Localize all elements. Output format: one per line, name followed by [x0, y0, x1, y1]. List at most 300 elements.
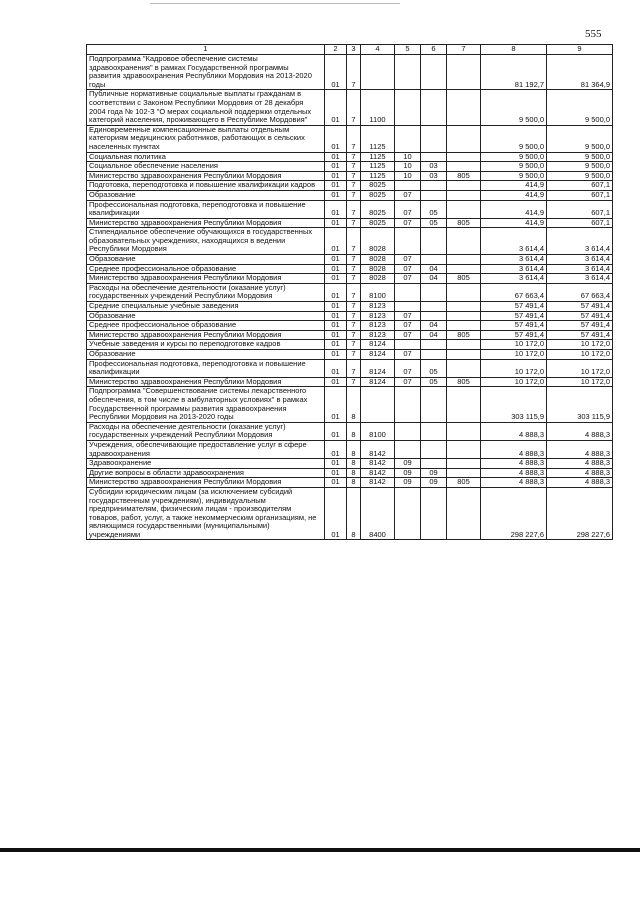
- row-value-cell: 8025: [361, 181, 395, 191]
- row-value-cell: [421, 340, 447, 350]
- row-value-cell: 10: [395, 171, 421, 181]
- row-value-cell: 7: [347, 330, 361, 340]
- row-value-cell: [447, 255, 481, 265]
- row-value-cell: 8100: [361, 283, 395, 301]
- row-value-cell: 4 888,3: [481, 440, 547, 458]
- row-value-cell: 7: [347, 377, 361, 387]
- row-name-cell: Министерство здравоохранения Республики Мордовия: [87, 330, 325, 340]
- row-value-cell: [447, 359, 481, 377]
- row-value-cell: 81 192,7: [481, 55, 547, 90]
- budget-table: [86, 44, 613, 540]
- row-name-cell: Учреждения, обеспечивающие предоставление услуг в сфере здравоохранения: [87, 440, 325, 458]
- row-value-cell: 8100: [361, 422, 395, 440]
- row-value-cell: 07: [395, 377, 421, 387]
- row-value-cell: [447, 190, 481, 200]
- row-value-cell: [421, 440, 447, 458]
- row-value-cell: 07: [395, 274, 421, 284]
- row-value-cell: [447, 340, 481, 350]
- row-value-cell: 9 500,0: [481, 152, 547, 162]
- row-value-cell: [395, 55, 421, 90]
- row-value-cell: 8025: [361, 200, 395, 218]
- row-value-cell: 01: [325, 181, 347, 191]
- row-name-cell: Расходы на обеспечение деятельности (оказание услуг) государственных учреждений Республики Мордовия: [87, 422, 325, 440]
- row-name-cell: Социальная политика: [87, 152, 325, 162]
- row-value-cell: 8025: [361, 190, 395, 200]
- row-value-cell: 01: [325, 255, 347, 265]
- row-value-cell: 8142: [361, 440, 395, 458]
- row-value-cell: 09: [395, 468, 421, 478]
- row-value-cell: 805: [447, 478, 481, 488]
- row-name-cell: Министерство здравоохранения Республики Мордовия: [87, 478, 325, 488]
- row-value-cell: 9 500,0: [547, 125, 613, 152]
- row-value-cell: 01: [325, 359, 347, 377]
- row-value-cell: 04: [421, 274, 447, 284]
- row-value-cell: 9 500,0: [547, 90, 613, 125]
- row-value-cell: 8123: [361, 321, 395, 331]
- row-value-cell: [447, 302, 481, 312]
- row-value-cell: [395, 228, 421, 255]
- table-row: [87, 181, 613, 191]
- table-row: [87, 125, 613, 152]
- row-name-cell: Единовременные компенсационные выплаты отдельным категориям медицинских работников, работающих в сельских населенных пунктах: [87, 125, 325, 152]
- row-value-cell: 7: [347, 218, 361, 228]
- row-value-cell: 3 614,4: [481, 228, 547, 255]
- row-name-cell: Социальное обеспечение населения: [87, 162, 325, 172]
- table-row: [87, 422, 613, 440]
- row-value-cell: 67 663,4: [547, 283, 613, 301]
- row-value-cell: 805: [447, 377, 481, 387]
- row-value-cell: 01: [325, 171, 347, 181]
- row-value-cell: 4 888,3: [547, 459, 613, 469]
- row-value-cell: 7: [347, 340, 361, 350]
- row-value-cell: [421, 181, 447, 191]
- row-value-cell: 01: [325, 440, 347, 458]
- row-name-cell: Образование: [87, 311, 325, 321]
- row-value-cell: 01: [325, 377, 347, 387]
- row-value-cell: 01: [325, 302, 347, 312]
- row-value-cell: 7: [347, 90, 361, 125]
- row-value-cell: 7: [347, 171, 361, 181]
- row-name-cell: Средние специальные учебные заведения: [87, 302, 325, 312]
- row-name-cell: Профессиональная подготовка, переподготовка и повышение квалификации: [87, 359, 325, 377]
- row-value-cell: 01: [325, 321, 347, 331]
- row-value-cell: 8: [347, 468, 361, 478]
- row-value-cell: [395, 387, 421, 422]
- column-header: 8: [481, 45, 547, 55]
- row-value-cell: 05: [421, 200, 447, 218]
- row-value-cell: 303 115,9: [481, 387, 547, 422]
- row-value-cell: 7: [347, 283, 361, 301]
- table-row: [87, 459, 613, 469]
- row-value-cell: 7: [347, 255, 361, 265]
- row-value-cell: [421, 459, 447, 469]
- row-value-cell: [447, 350, 481, 360]
- row-value-cell: 05: [421, 218, 447, 228]
- table-row: [87, 387, 613, 422]
- row-value-cell: 09: [421, 478, 447, 488]
- row-value-cell: 4 888,3: [481, 478, 547, 488]
- row-value-cell: [447, 162, 481, 172]
- row-name-cell: Здравоохранение: [87, 459, 325, 469]
- row-value-cell: 9 500,0: [547, 162, 613, 172]
- row-value-cell: 607,1: [547, 190, 613, 200]
- row-value-cell: 01: [325, 340, 347, 350]
- row-value-cell: 7: [347, 152, 361, 162]
- row-value-cell: [447, 152, 481, 162]
- row-value-cell: 8124: [361, 340, 395, 350]
- column-header: 7: [447, 45, 481, 55]
- row-value-cell: 07: [395, 218, 421, 228]
- row-value-cell: [395, 487, 421, 540]
- row-value-cell: 01: [325, 200, 347, 218]
- row-name-cell: Среднее профессиональное образование: [87, 321, 325, 331]
- row-value-cell: 4 888,3: [547, 478, 613, 488]
- row-value-cell: 8: [347, 440, 361, 458]
- scan-bottom-edge: [0, 848, 640, 852]
- row-value-cell: 8142: [361, 468, 395, 478]
- row-name-cell: Стипендиальное обеспечение обучающихся в государственных образовательных учреждениях, находящихся в ведении Республики Мордовия: [87, 228, 325, 255]
- row-value-cell: [395, 302, 421, 312]
- row-value-cell: 1125: [361, 125, 395, 152]
- table-row: [87, 255, 613, 265]
- row-value-cell: 07: [395, 264, 421, 274]
- row-name-cell: Министерство здравоохранения Республики Мордовия: [87, 274, 325, 284]
- row-name-cell: Подготовка, переподготовка и повышение квалификации кадров: [87, 181, 325, 191]
- row-value-cell: [395, 422, 421, 440]
- row-value-cell: 07: [395, 330, 421, 340]
- row-value-cell: 57 491,4: [481, 330, 547, 340]
- row-value-cell: 07: [395, 190, 421, 200]
- row-value-cell: 9 500,0: [547, 171, 613, 181]
- row-value-cell: 4 888,3: [481, 468, 547, 478]
- table-row: [87, 440, 613, 458]
- row-value-cell: 4 888,3: [481, 422, 547, 440]
- row-value-cell: 10 172,0: [547, 350, 613, 360]
- row-value-cell: 07: [395, 255, 421, 265]
- row-value-cell: 9 500,0: [481, 125, 547, 152]
- row-value-cell: 57 491,4: [547, 302, 613, 312]
- row-value-cell: [395, 440, 421, 458]
- row-value-cell: 8400: [361, 487, 395, 540]
- row-value-cell: 414,9: [481, 200, 547, 218]
- row-value-cell: 01: [325, 228, 347, 255]
- row-value-cell: 01: [325, 90, 347, 125]
- row-value-cell: 805: [447, 274, 481, 284]
- row-value-cell: 10 172,0: [481, 340, 547, 350]
- row-value-cell: 10 172,0: [547, 340, 613, 350]
- row-value-cell: 805: [447, 171, 481, 181]
- row-value-cell: [395, 125, 421, 152]
- row-name-cell: Образование: [87, 350, 325, 360]
- row-value-cell: 298 227,6: [481, 487, 547, 540]
- row-value-cell: 04: [421, 330, 447, 340]
- row-value-cell: [447, 125, 481, 152]
- row-value-cell: 67 663,4: [481, 283, 547, 301]
- row-value-cell: 01: [325, 330, 347, 340]
- column-header: 2: [325, 45, 347, 55]
- row-value-cell: 01: [325, 350, 347, 360]
- row-value-cell: [447, 55, 481, 90]
- row-value-cell: 8124: [361, 359, 395, 377]
- column-header: 4: [361, 45, 395, 55]
- column-header: 3: [347, 45, 361, 55]
- row-value-cell: [421, 228, 447, 255]
- row-value-cell: 01: [325, 283, 347, 301]
- row-name-cell: Профессиональная подготовка, переподготовка и повышение квалификации: [87, 200, 325, 218]
- row-value-cell: 07: [395, 311, 421, 321]
- row-value-cell: 05: [421, 377, 447, 387]
- row-value-cell: 607,1: [547, 218, 613, 228]
- row-value-cell: 3 614,4: [481, 255, 547, 265]
- row-value-cell: 01: [325, 125, 347, 152]
- row-value-cell: 303 115,9: [547, 387, 613, 422]
- table-row: [87, 55, 613, 90]
- row-value-cell: 1100: [361, 90, 395, 125]
- column-header: 5: [395, 45, 421, 55]
- table-row: [87, 350, 613, 360]
- row-value-cell: 57 491,4: [481, 321, 547, 331]
- row-value-cell: 7: [347, 359, 361, 377]
- row-value-cell: 10 172,0: [481, 359, 547, 377]
- row-value-cell: 298 227,6: [547, 487, 613, 540]
- row-value-cell: 3 614,4: [547, 228, 613, 255]
- row-value-cell: 805: [447, 218, 481, 228]
- row-value-cell: [421, 387, 447, 422]
- row-value-cell: 8142: [361, 478, 395, 488]
- row-value-cell: 7: [347, 228, 361, 255]
- row-value-cell: 10 172,0: [481, 377, 547, 387]
- row-value-cell: 607,1: [547, 200, 613, 218]
- row-value-cell: 4 888,3: [547, 422, 613, 440]
- row-value-cell: [421, 125, 447, 152]
- row-value-cell: 8028: [361, 228, 395, 255]
- row-value-cell: 8: [347, 487, 361, 540]
- row-value-cell: [361, 55, 395, 90]
- row-value-cell: 8123: [361, 302, 395, 312]
- row-value-cell: 3 614,4: [547, 264, 613, 274]
- row-value-cell: 1125: [361, 162, 395, 172]
- row-value-cell: 414,9: [481, 181, 547, 191]
- table-row: [87, 359, 613, 377]
- row-value-cell: 04: [421, 321, 447, 331]
- row-value-cell: 07: [395, 321, 421, 331]
- row-name-cell: Образование: [87, 190, 325, 200]
- row-value-cell: [447, 387, 481, 422]
- row-value-cell: [421, 487, 447, 540]
- row-value-cell: 01: [325, 190, 347, 200]
- row-value-cell: 7: [347, 302, 361, 312]
- row-value-cell: 07: [395, 359, 421, 377]
- row-value-cell: 3 614,4: [481, 274, 547, 284]
- row-value-cell: 4 888,3: [481, 459, 547, 469]
- row-value-cell: 09: [395, 478, 421, 488]
- row-value-cell: 4 888,3: [547, 440, 613, 458]
- row-value-cell: 805: [447, 330, 481, 340]
- row-value-cell: 01: [325, 264, 347, 274]
- row-name-cell: Среднее профессиональное образование: [87, 264, 325, 274]
- column-header: 6: [421, 45, 447, 55]
- row-name-cell: Подпрограмма "Совершенствование системы лекарственного обеспечения, в том числе в амбулаторных условиях" в рамках Государственной программы развития здравоохранения Республики Мордовия на 2013-2020 годы: [87, 387, 325, 422]
- column-header: 1: [87, 45, 325, 55]
- row-value-cell: 10: [395, 162, 421, 172]
- row-value-cell: 03: [421, 171, 447, 181]
- row-value-cell: 8028: [361, 274, 395, 284]
- row-value-cell: 57 491,4: [481, 302, 547, 312]
- row-value-cell: 01: [325, 55, 347, 90]
- row-name-cell: Министерство здравоохранения Республики Мордовия: [87, 218, 325, 228]
- row-value-cell: 3 614,4: [547, 274, 613, 284]
- row-value-cell: 4 888,3: [547, 468, 613, 478]
- row-value-cell: 01: [325, 218, 347, 228]
- table-row: [87, 228, 613, 255]
- row-value-cell: 01: [325, 311, 347, 321]
- row-value-cell: 7: [347, 321, 361, 331]
- row-value-cell: 9 500,0: [481, 90, 547, 125]
- row-value-cell: 8123: [361, 330, 395, 340]
- column-header: 9: [547, 45, 613, 55]
- page-number: 555: [585, 28, 602, 40]
- row-value-cell: 01: [325, 459, 347, 469]
- row-value-cell: 3 614,4: [481, 264, 547, 274]
- row-name-cell: Субсидии юридическим лицам (за исключением субсидий государственным учреждениям), индивидуальным предпринимателям, физическим лицам - производителям товаров, работ, услуг, а также некоммерческим организациям, не являющимся государственными (муниципальными) учреждениями: [87, 487, 325, 540]
- row-value-cell: [447, 283, 481, 301]
- row-value-cell: [447, 181, 481, 191]
- row-value-cell: [447, 440, 481, 458]
- row-value-cell: 01: [325, 162, 347, 172]
- row-value-cell: [421, 283, 447, 301]
- row-value-cell: 9 500,0: [481, 162, 547, 172]
- table-row: [87, 274, 613, 284]
- row-value-cell: [421, 350, 447, 360]
- row-value-cell: 57 491,4: [547, 311, 613, 321]
- row-value-cell: 01: [325, 487, 347, 540]
- row-value-cell: 414,9: [481, 190, 547, 200]
- row-name-cell: Учебные заведения и курсы по переподготовке кадров: [87, 340, 325, 350]
- row-value-cell: 607,1: [547, 181, 613, 191]
- row-name-cell: Публичные нормативные социальные выплаты гражданам в соответствии с Законом Республики Мордовия от 28 декабря 2004 года № 102-З "О мерах социальной поддержки отдельных категорий населения, проживающего в Республике Мордовия": [87, 90, 325, 125]
- row-value-cell: 57 491,4: [547, 321, 613, 331]
- row-value-cell: 8124: [361, 350, 395, 360]
- row-value-cell: 01: [325, 422, 347, 440]
- row-value-cell: [447, 487, 481, 540]
- table-row: [87, 90, 613, 125]
- row-value-cell: 7: [347, 125, 361, 152]
- row-value-cell: [421, 190, 447, 200]
- table-row: [87, 283, 613, 301]
- row-value-cell: 04: [421, 264, 447, 274]
- table-row: [87, 162, 613, 172]
- row-value-cell: 8: [347, 422, 361, 440]
- row-value-cell: 01: [325, 387, 347, 422]
- row-value-cell: 09: [395, 459, 421, 469]
- row-value-cell: 07: [395, 350, 421, 360]
- row-value-cell: [421, 422, 447, 440]
- row-name-cell: Образование: [87, 255, 325, 265]
- row-value-cell: [447, 311, 481, 321]
- row-value-cell: 57 491,4: [547, 330, 613, 340]
- scan-top-artifact: [150, 3, 400, 4]
- row-value-cell: 7: [347, 264, 361, 274]
- row-value-cell: [447, 422, 481, 440]
- row-value-cell: [395, 90, 421, 125]
- row-name-cell: Расходы на обеспечение деятельности (оказание услуг) государственных учреждений Республики Мордовия: [87, 283, 325, 301]
- row-value-cell: [447, 228, 481, 255]
- row-value-cell: [421, 255, 447, 265]
- row-value-cell: 7: [347, 200, 361, 218]
- row-value-cell: 8028: [361, 264, 395, 274]
- row-value-cell: 9 500,0: [481, 171, 547, 181]
- row-value-cell: 7: [347, 350, 361, 360]
- row-value-cell: 8124: [361, 377, 395, 387]
- row-value-cell: [447, 90, 481, 125]
- row-value-cell: 7: [347, 162, 361, 172]
- row-value-cell: 9 500,0: [547, 152, 613, 162]
- row-value-cell: 8142: [361, 459, 395, 469]
- row-value-cell: 8: [347, 478, 361, 488]
- row-value-cell: [421, 90, 447, 125]
- row-value-cell: 03: [421, 162, 447, 172]
- row-value-cell: 57 491,4: [481, 311, 547, 321]
- table-row: [87, 190, 613, 200]
- row-value-cell: 10 172,0: [547, 377, 613, 387]
- row-value-cell: [447, 321, 481, 331]
- row-value-cell: 01: [325, 152, 347, 162]
- row-value-cell: 10: [395, 152, 421, 162]
- row-name-cell: Министерство здравоохранения Республики Мордовия: [87, 171, 325, 181]
- row-value-cell: 01: [325, 478, 347, 488]
- row-value-cell: 07: [395, 200, 421, 218]
- row-value-cell: [361, 387, 395, 422]
- table-row: [87, 321, 613, 331]
- row-value-cell: [395, 181, 421, 191]
- row-value-cell: 1125: [361, 171, 395, 181]
- table-header-row: [87, 45, 613, 55]
- row-value-cell: 7: [347, 55, 361, 90]
- row-value-cell: 1125: [361, 152, 395, 162]
- row-value-cell: [395, 283, 421, 301]
- table-row: [87, 200, 613, 218]
- row-value-cell: [421, 302, 447, 312]
- table-row: [87, 302, 613, 312]
- row-value-cell: 8: [347, 459, 361, 469]
- row-value-cell: 7: [347, 190, 361, 200]
- row-value-cell: 10 172,0: [481, 350, 547, 360]
- row-value-cell: 01: [325, 274, 347, 284]
- row-value-cell: 10 172,0: [547, 359, 613, 377]
- row-value-cell: 01: [325, 468, 347, 478]
- row-value-cell: 8028: [361, 255, 395, 265]
- row-value-cell: [421, 55, 447, 90]
- row-value-cell: 8: [347, 387, 361, 422]
- row-value-cell: 7: [347, 274, 361, 284]
- row-value-cell: 3 614,4: [547, 255, 613, 265]
- row-name-cell: Министерство здравоохранения Республики Мордовия: [87, 377, 325, 387]
- row-value-cell: [447, 200, 481, 218]
- row-value-cell: 414,9: [481, 218, 547, 228]
- row-name-cell: Другие вопросы в области здравоохранения: [87, 468, 325, 478]
- row-value-cell: 05: [421, 359, 447, 377]
- table-row: [87, 487, 613, 540]
- row-value-cell: [447, 459, 481, 469]
- row-value-cell: 8123: [361, 311, 395, 321]
- table-row: [87, 478, 613, 488]
- row-value-cell: 7: [347, 311, 361, 321]
- row-value-cell: 8025: [361, 218, 395, 228]
- row-name-cell: Подпрограмма "Кадровое обеспечение системы здравоохранения" в рамках Государственной программы развития здравоохранения Республики Мордовия на 2013-2020 годы: [87, 55, 325, 90]
- row-value-cell: 7: [347, 181, 361, 191]
- row-value-cell: 09: [421, 468, 447, 478]
- row-value-cell: 81 364,9: [547, 55, 613, 90]
